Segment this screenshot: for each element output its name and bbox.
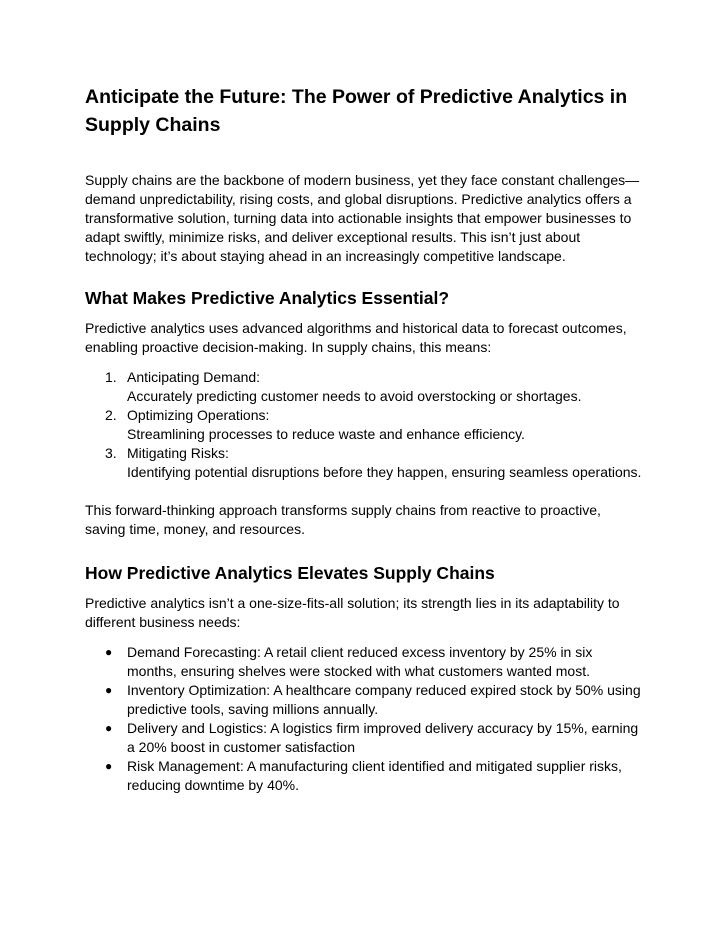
list-item-text: Streamlining processes to reduce waste and enhance efficiency. xyxy=(127,426,525,442)
intro-paragraph: Supply chains are the backbone of modern business, yet they face constant challenges—demand unpredictability, rising costs, and global disruptions. Predictive analytics offers a transformative solution, turning data into actionable insights that empower businesses to adapt swiftly, minimize risks, and deliver exceptional results. This isn’t just about technology; it’s about staying ahead in an increasingly competitive landscape. xyxy=(85,172,640,264)
section-essential-closing: This forward-thinking approach transforms supply chains from reactive to proactive, saving time, money, and resources. xyxy=(85,502,601,537)
document-title: Anticipate the Future: The Power of Predictive Analytics in Supply Chains xyxy=(85,86,628,136)
list-item-text: Demand Forecasting: A retail client reduced excess inventory by 25% in six months, ensuring shelves were stocked with what customers wanted most. xyxy=(127,644,593,679)
section-essential-lead: Predictive analytics uses advanced algorithms and historical data to forecast outcomes, enabling proactive decision-making. In supply chains, this means: xyxy=(85,320,627,355)
document-page xyxy=(85,83,645,795)
elevates-bullet-list xyxy=(85,643,645,795)
list-number: 2. xyxy=(105,407,117,423)
section-elevates-lead: Predictive analytics isn’t a one-size-fits-all solution; its strength lies in its adaptability to different business needs: xyxy=(85,595,620,630)
list-item xyxy=(85,368,645,406)
bullet-icon: ● xyxy=(105,759,113,773)
list-item-title: Mitigating Risks: xyxy=(127,445,229,461)
bullet-icon: ● xyxy=(105,721,113,735)
essential-numbered-list xyxy=(85,368,645,482)
list-item-text: Risk Management: A manufacturing client identified and mitigated supplier risks, reducing downtime by 40%. xyxy=(127,758,622,793)
list-item xyxy=(85,444,645,482)
list-item xyxy=(85,719,645,757)
list-item xyxy=(85,757,645,795)
bullet-icon: ● xyxy=(105,683,113,697)
section-elevates-heading: How Predictive Analytics Elevates Supply Chains xyxy=(85,563,495,583)
list-item-text: Delivery and Logistics: A logistics firm improved delivery accuracy by 15%, earning a 20% boost in customer satisfaction xyxy=(127,720,639,755)
list-number: 1. xyxy=(105,369,117,385)
list-item-title: Optimizing Operations: xyxy=(127,407,270,423)
list-item-text: Identifying potential disruptions before they happen, ensuring seamless operations. xyxy=(127,464,642,480)
list-item-title: Anticipating Demand: xyxy=(127,369,261,385)
list-item-text: Accurately predicting customer needs to avoid overstocking or shortages. xyxy=(127,388,582,404)
list-item-text: Inventory Optimization: A healthcare company reduced expired stock by 50% using predictive tools, saving millions annually. xyxy=(127,682,641,717)
list-item xyxy=(85,643,645,681)
section-essential-heading: What Makes Predictive Analytics Essential? xyxy=(85,288,450,308)
list-item xyxy=(85,681,645,719)
list-item xyxy=(85,406,645,444)
bullet-icon: ● xyxy=(105,645,113,659)
list-number: 3. xyxy=(105,445,117,461)
